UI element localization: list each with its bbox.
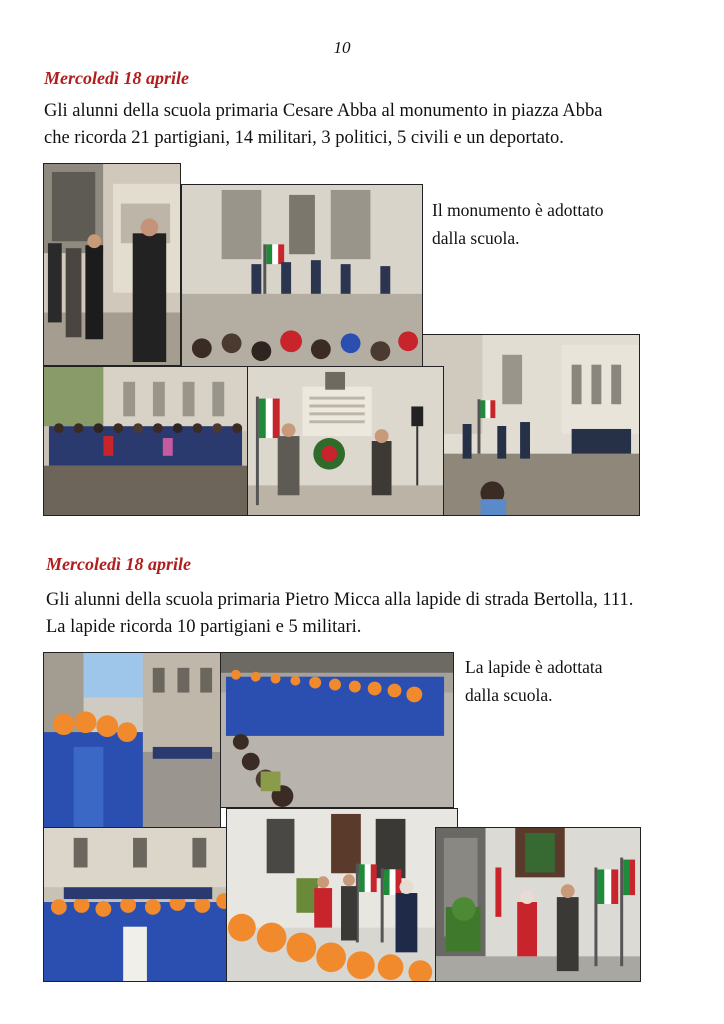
photo-caps-crowd	[43, 827, 233, 982]
section2-text-line1: Gli alunni della scuola primaria Pietro Micca alla lapide di strada Bertolla, 111.	[46, 590, 634, 610]
photo-street-children	[43, 652, 221, 829]
section1-date-heading: Mercoledì 18 aprile	[44, 68, 189, 88]
section2-date-heading: Mercoledì 18 aprile	[46, 554, 191, 574]
photo-monument-crowd	[181, 184, 423, 368]
photo-monument-speakers	[43, 163, 181, 366]
section1-caption-line1: Il monumento è adottato	[432, 200, 604, 220]
photo-plaque-closeup	[435, 827, 641, 982]
section1-text-line2: che ricorda 21 partigiani, 14 militari, 3 politici, 5 civili e un deportato.	[44, 128, 564, 148]
section2-text-line2: La lapide ricorda 10 partigiani e 5 militari.	[46, 617, 362, 637]
photo-square-crowd	[43, 366, 248, 516]
photo-piazza-wide	[422, 334, 640, 516]
page-number: 10	[333, 38, 351, 57]
section2-caption-line2: dalla scuola.	[465, 685, 553, 705]
section1-caption-line2: dalla scuola.	[432, 228, 520, 248]
photo-wreath-ceremony	[247, 366, 444, 516]
section2-caption-line1: La lapide è adottata	[465, 657, 603, 677]
photo-plaque-ceremony	[226, 808, 458, 982]
photo-children-line	[220, 652, 454, 808]
section1-text-line1: Gli alunni della scuola primaria Cesare Abba al monumento in piazza Abba	[44, 101, 603, 121]
